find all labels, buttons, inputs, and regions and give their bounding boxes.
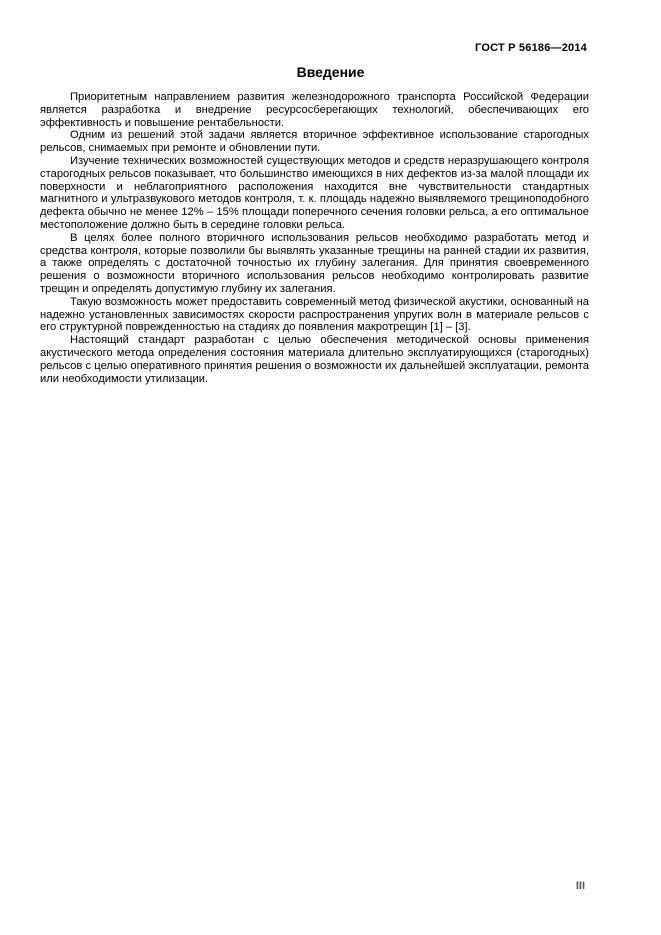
page-number: III	[575, 880, 585, 892]
paragraph: Настоящий стандарт разработан с целью обеспечения методической основы применения акустического метода определения состояния материала длительно эксплуатирующихся (старогодных) рельсов с целью оперативного принятия решения о возможности их дальнейшей эксплуатации, ремонта или необходимости утилизации.	[40, 334, 589, 385]
document-code: ГОСТ Р 56186—2014	[475, 42, 587, 54]
paragraph: В целях более полного вторичного использования рельсов необходимо разработать метод и средства контроля, которые позволили бы выявлять указанные трещины на ранней стадии их развития, а также определять с достаточной точностью их глубину залегания. Для принятия своевременного решения о возможности вторичного использования рельсов необходимо контролировать развитие трещин и определять допустимую глубину их залегания.	[40, 231, 589, 295]
section-title: Введение	[296, 64, 365, 80]
paragraph: Приоритетным направлением развития железнодорожного транспорта Российской Федерации является разработка и внедрение ресурсосберегающих технологий, обеспечивающих его эффективность и повышение рентабельности.	[40, 91, 589, 129]
paragraph: Одним из решений этой задачи является вторичное эффективное использование старогодных рельсов, снимаемых при ремонте и обновлении пути.	[40, 129, 589, 155]
introduction-text	[40, 91, 589, 385]
paragraph: Такую возможность может предоставить современный метод физической акустики, основанный на надежно установленных зависимостях скорости распространения упругих волн в материале рельсов с его структурной поврежденностью на стадиях до появления макротрещин [1] – [3].	[40, 295, 589, 334]
paragraph: Изучение технических возможностей существующих методов и средств неразрушающего контроля старогодных рельсов показывает, что большинство имеющихся в них дефектов из-за малой площади их поверхности и неблагоприятного расположения находится вне чувствительности стандартных магнитного и ультразвукового методов контроля, т. к. площадь надежно выявляемого трещиноподобного дефекта обычно не менее 12% – 15% площади поперечного сечения головки рельса, а его оптимальное местоположение должно быть в середине головки рельса.	[40, 154, 589, 231]
